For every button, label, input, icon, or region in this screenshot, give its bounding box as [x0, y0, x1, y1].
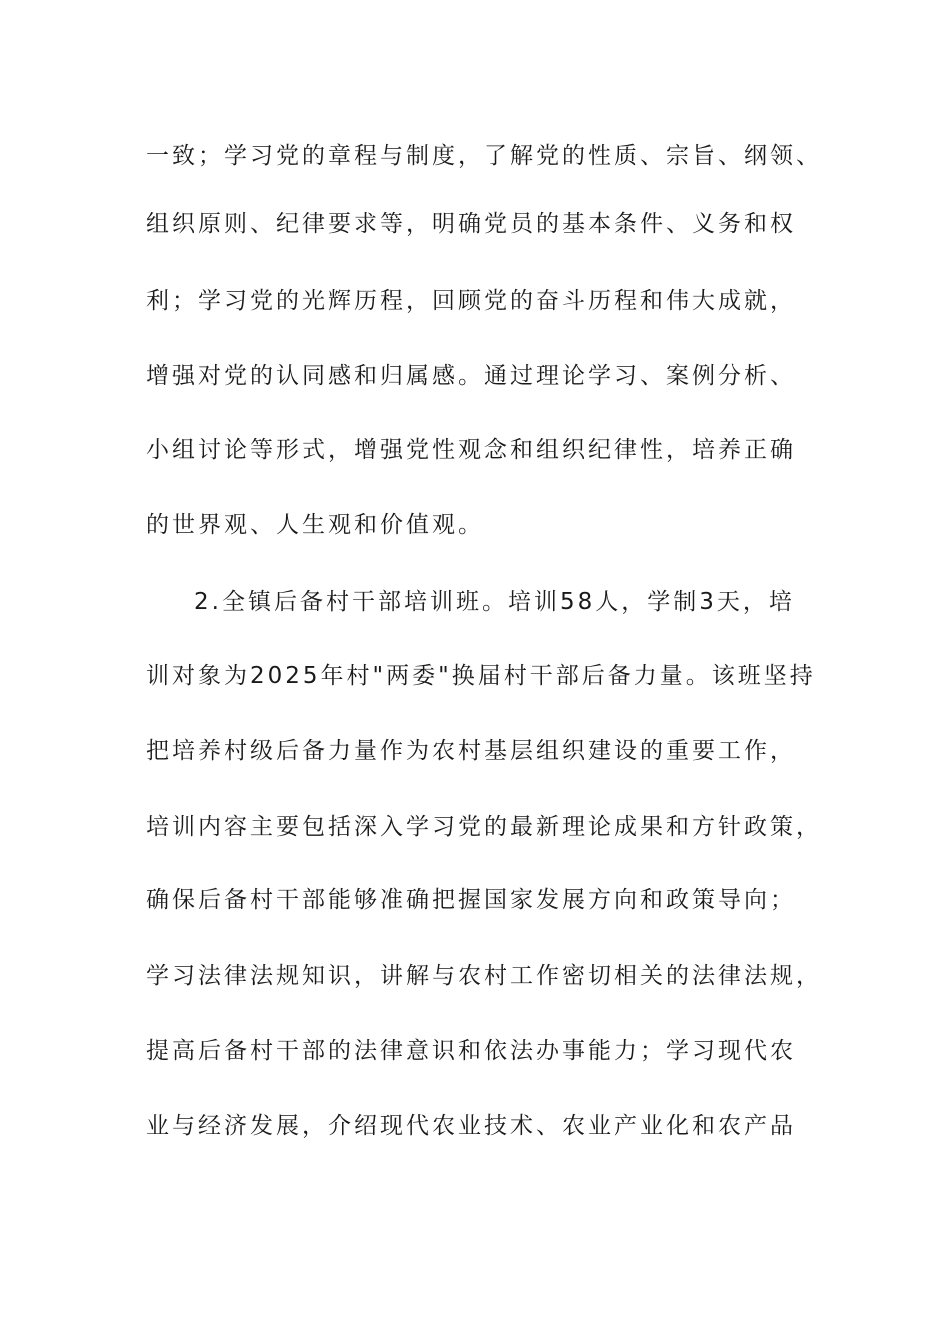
text-line: 增强对党的认同感和归属感。通过理论学习、案例分析、 [146, 363, 796, 389]
text-line: 的世界观、人生观和价值观。 [146, 512, 484, 538]
text-line: 组织原则、纪律要求等，明确党员的基本条件、义务和权 [146, 211, 796, 237]
text-line: 学习法律法规知识，讲解与农村工作密切相关的法律法规， [146, 963, 822, 989]
text-line: 培训内容主要包括深入学习党的最新理论成果和方针政策， [146, 814, 822, 840]
text-line: 提高后备村干部的法律意识和依法办事能力；学习现代农 [146, 1038, 796, 1064]
text-line: 确保后备村干部能够准确把握国家发展方向和政策导向； [146, 887, 796, 913]
text-line: 把培养村级后备力量作为农村基层组织建设的重要工作， [146, 738, 796, 764]
text-line: 利；学习党的光辉历程，回顾党的奋斗历程和伟大成就， [146, 288, 796, 314]
text-line: 一致；学习党的章程与制度，了解党的性质、宗旨、纲领、 [146, 143, 822, 169]
text-line: 小组讨论等形式，增强党性观念和组织纪律性，培养正确 [146, 437, 796, 463]
text-line: 训对象为2025年村"两委"换届村干部后备力量。该班坚持 [146, 663, 816, 689]
paragraph-start-line: 2.全镇后备村干部培训班。培训58人，学制3天，培 [194, 589, 795, 615]
text-line: 业与经济发展，介绍现代农业技术、农业产业化和农产品 [146, 1113, 796, 1139]
